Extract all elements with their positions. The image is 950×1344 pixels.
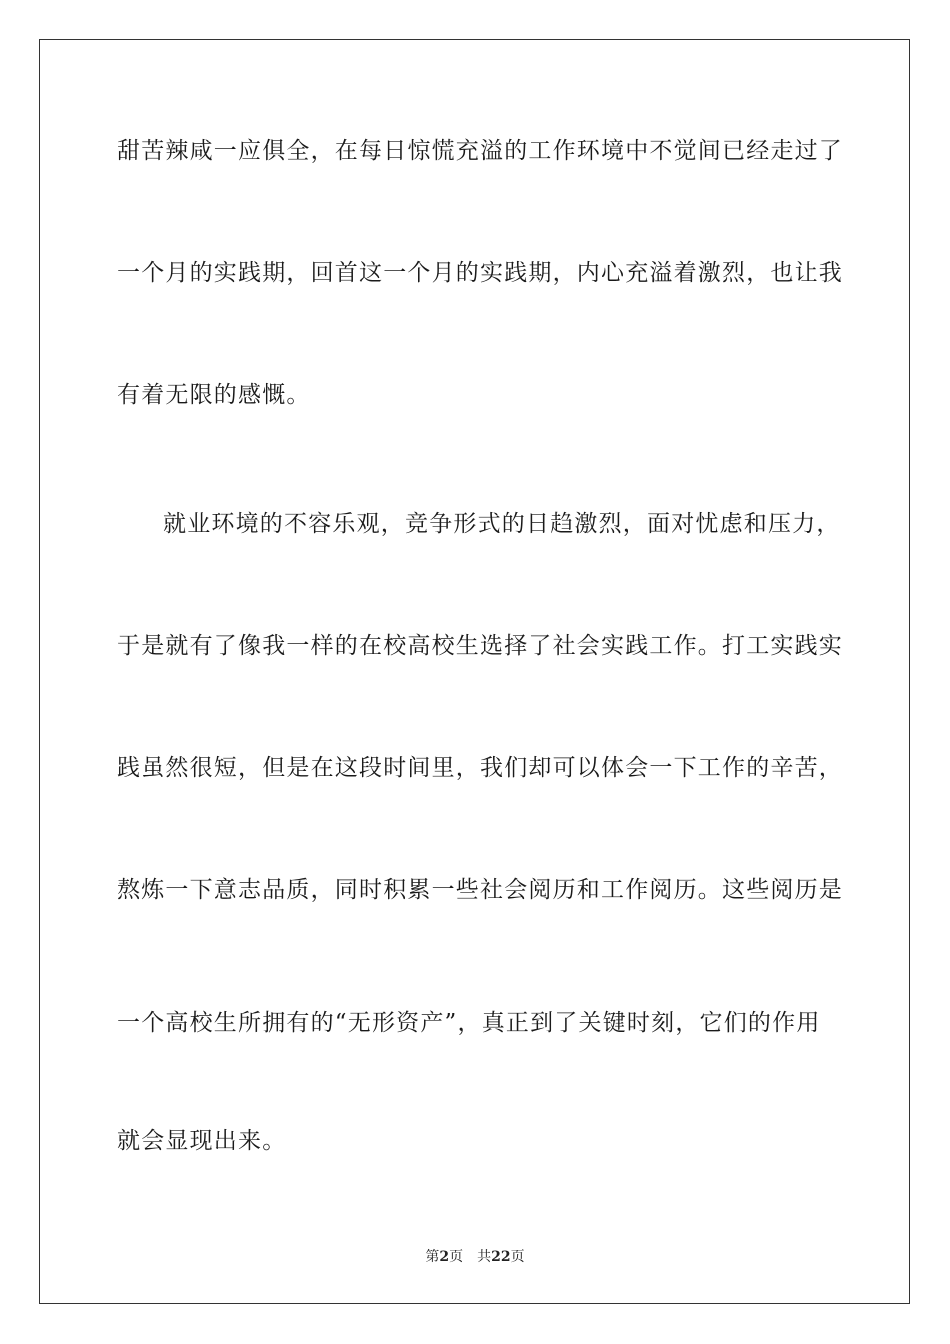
page-prefix: 第 <box>425 1249 440 1265</box>
page-suffix: 页 <box>449 1249 464 1265</box>
paragraph-1-line-2: 一个月的实践期，回首这一个月的实践期，内心充溢着激烈，也让我 <box>117 260 843 286</box>
total-prefix: 共 <box>477 1249 492 1265</box>
paragraph-2-line-1: 就业环境的不容乐观，竞争形式的日趋激烈，面对忧虑和压力， <box>163 511 841 537</box>
page-number: 2 <box>439 1249 450 1265</box>
paragraph-1-line-3: 有着无限的感慨。 <box>117 382 311 408</box>
paragraph-2-line-2: 于是就有了像我一样的在校高校生选择了社会实践工作。打工实践实 <box>117 633 843 659</box>
paragraph-2-line-3: 践虽然很短，但是在这段时间里，我们却可以体会一下工作的辛苦， <box>117 755 843 781</box>
page-border <box>39 39 910 1304</box>
paragraph-2-line-4: 熬炼一下意志品质，同时积累一些社会阅历和工作阅历。这些阅历是 <box>117 877 843 903</box>
paragraph-1-line-1: 甜苦辣咸一应俱全，在每日惊慌充溢的工作环境中不觉间已经走过了 <box>117 138 843 164</box>
total-suffix: 页 <box>510 1249 525 1265</box>
paragraph-2-line-6: 就会显现出来。 <box>117 1128 287 1154</box>
paragraph-2-line-5: 一个高校生所拥有的“无形资产”，真正到了关键时刻，它们的作用 <box>117 1010 821 1036</box>
total-pages: 22 <box>491 1249 511 1265</box>
page-footer <box>0 1247 950 1267</box>
